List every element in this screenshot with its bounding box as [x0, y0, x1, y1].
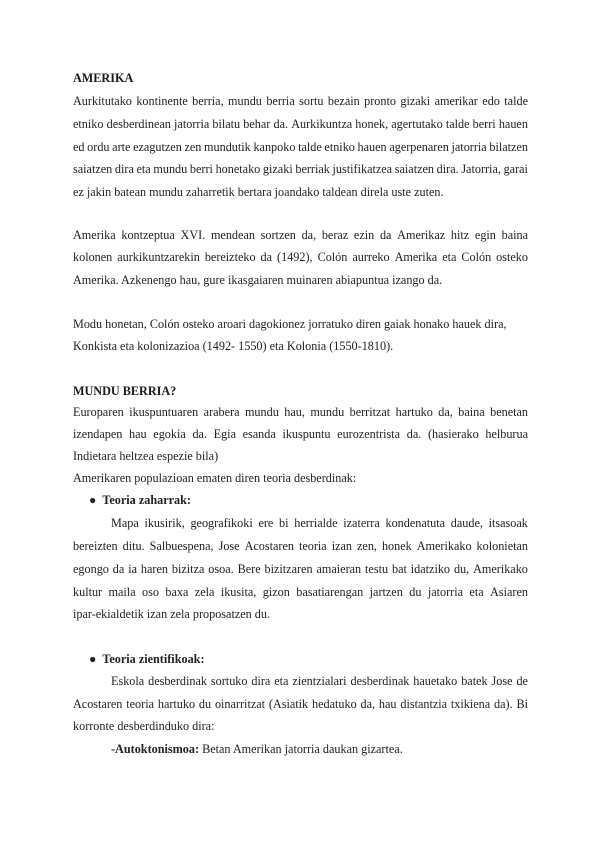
- bullet-label: Teoria zientifikoak:: [102, 652, 205, 666]
- paragraph-line: Amerika. Azkenengo hau, gure ikasgaiaren muinaren abiapuntua izango da.: [73, 273, 443, 287]
- bullet-item-teoria-zaharrak: [89, 492, 191, 508]
- paragraph-line: Konkista eta kolonizazioa (1492- 1550) eta Kolonia (1550-1810).: [73, 339, 394, 353]
- paragraph-line: egongo da ia haren bizitza osoa. Bere bizitzaren amaieran testu bat idatziko du, Amerikako: [73, 562, 528, 576]
- paragraph-line: Amerika kontzeptua XVI. mendean sortzen da, beraz ezin da Amerikaz hitz egin baina: [73, 228, 528, 242]
- bullet-item-teoria-zientifikoak: [89, 651, 205, 667]
- paragraph-line: Europaren ikuspuntuaren arabera mundu hau, mundu berritzat hartuko da, baina benetan: [73, 405, 528, 419]
- paragraph-line: ipar-ekialdetik izan zela proposatzen du.: [73, 607, 271, 621]
- bullet-dot-icon: ●: [89, 493, 97, 507]
- paragraph-line: ez jakin batean mundu zaharretik bertara joandako taldean direla uste zuten.: [73, 185, 444, 199]
- paragraph-line: Amerikaren populazioan ematen diren teoria desberdinak:: [73, 471, 357, 485]
- paragraph-line: Modu honetan, Colón osteko aroari dagokionez jorratuko diren gaiak honako hauek dira,: [73, 317, 507, 331]
- paragraph-line: Mapa ikusirik, geografikoki ere bi herrialde izaterra kondenatuta daude, itsasoak: [111, 516, 528, 530]
- section-title-mundu-berria: MUNDU BERRIA?: [73, 384, 177, 398]
- sub-item-autoktonismoa: [111, 741, 403, 757]
- sub-item-text: Betan Amerikan jatorria daukan gizartea.: [199, 742, 403, 756]
- paragraph-line: Acostaren teoria hartuko du oinarritzat (Asiatik hedatuko da, hau distantzia txikiena da). Bi: [73, 697, 528, 711]
- paragraph-line: kultur maila oso baxa zela ikusita, gizon basatiarengan jartzen du jatorria eta Asiaren: [73, 585, 528, 599]
- paragraph-line: saiatzen dira eta mundu berri honetako gizaki berriak justifikatzea saiatzen dira. Jatorria, garai: [73, 162, 528, 176]
- paragraph-line: korronte desberdinduko dira:: [73, 719, 215, 733]
- paragraph-line: kolonen aurkikuntzarekin bereizteko da (1492), Colón aurreko Amerika eta Colón osteko: [73, 250, 528, 264]
- paragraph-line: bereizten ditu. Salbuespena, Jose Acostaren teoria izan zen, honek Amerikako kolonietan: [73, 539, 528, 553]
- paragraph-line: Indietara heltzea espezie bila): [73, 449, 219, 463]
- paragraph-line: izendapen hau egokia da. Egia esanda ikuspuntu eurozentrista da. (hasierako helburua: [73, 427, 528, 441]
- bullet-label: Teoria zaharrak:: [102, 493, 191, 507]
- paragraph-line: etniko desberdinean jatorria bilatu behar da. Aurkikuntza honek, agertutako talde berri hauen: [73, 117, 528, 131]
- bullet-dot-icon: ●: [89, 652, 97, 666]
- paragraph-line: Aurkitutako kontinente berria, mundu berria sortu bezain pronto gizaki amerikar edo talde: [73, 94, 528, 108]
- section-title-amerika: AMERIKA: [73, 71, 134, 85]
- paragraph-line: ed ordu arte ezagutzen zen mundutik kanpoko talde etniko hauen agerpenaren jatorria bilatzen: [73, 140, 528, 154]
- sub-item-label: -Autoktonismoa:: [111, 742, 200, 756]
- paragraph-line: Eskola desberdinak sortuko dira eta zientzialari desberdinak hauetako batek Jose de: [111, 674, 528, 688]
